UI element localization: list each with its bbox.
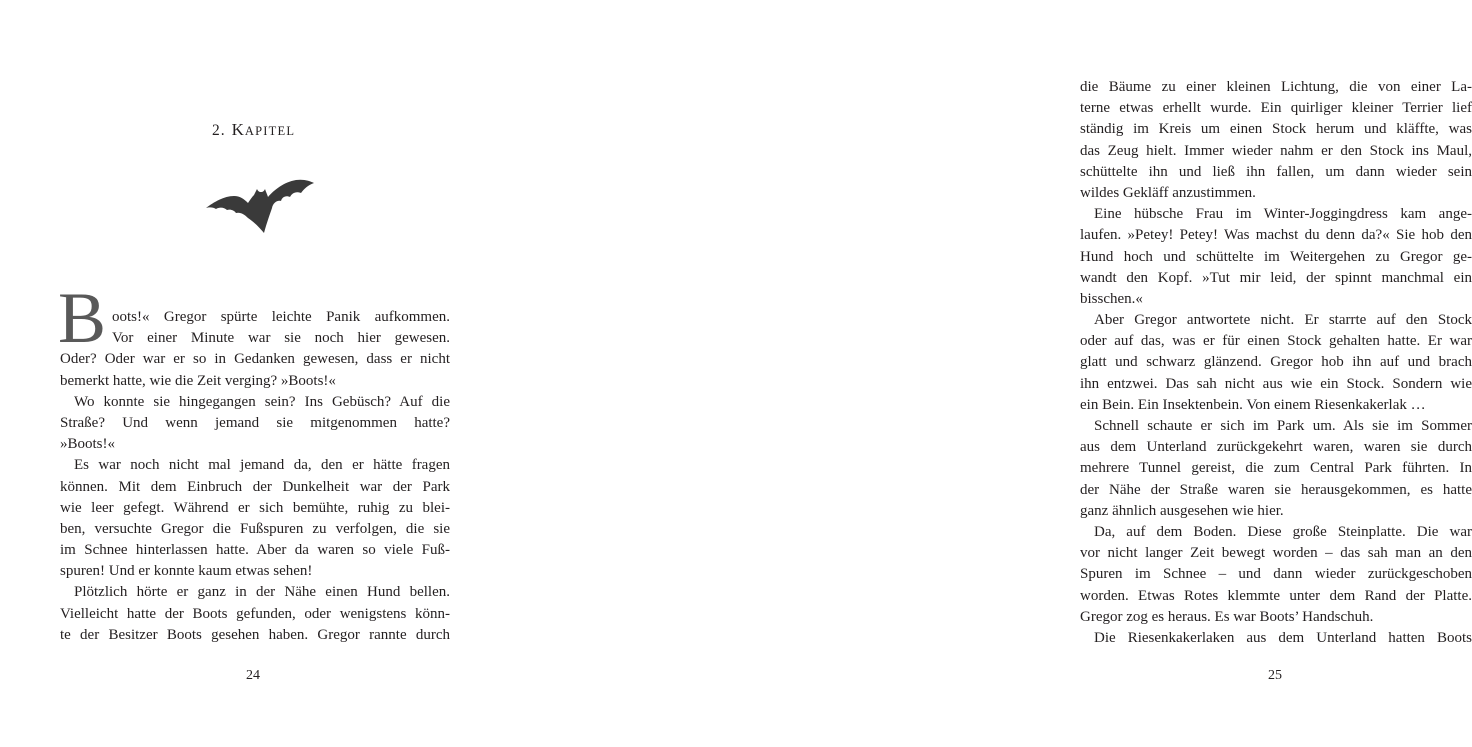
text-line: ein Bein. Ein Insektenbein. Von einem Riesenkakerlak … [1080, 396, 1426, 413]
text-line: ihn entzwei. Das sah nicht aus wie ein Stock. Sondern wie [1080, 375, 1472, 392]
text-line: bisschen.« [1080, 290, 1143, 307]
chapter-title-rest: APITEL [244, 124, 296, 138]
text-line: Eine hübsche Frau im Winter-Joggingdress kam ange- [1094, 206, 1472, 223]
text-line: Hund hoch und schüttelte im Weitergehen zu Gregor ge- [1080, 248, 1472, 265]
left-page [0, 0, 510, 747]
text-line: »Boots!« [60, 436, 116, 453]
text-line: Plötzlich hörte er ganz in der Nähe einen Hund bellen. [74, 584, 450, 601]
bat-icon [204, 176, 316, 238]
text-line: vor nicht langer Zeit bewegt worden – das sah man an den [1080, 545, 1472, 562]
text-line: wie leer gefegt. Während er sich bemühte, ruhig zu blei- [60, 499, 450, 516]
text-line: Da, auf dem Boden. Diese große Steinplatte. Die war [1094, 523, 1472, 540]
drop-cap: B [58, 278, 107, 358]
text-line: Oder? Oder war er so in Gedanken gewesen, dass er nicht [60, 351, 450, 368]
text-line: wandt den Kopf. »Tut mir leid, der spinnt manchmal ein [1080, 269, 1472, 286]
text-line: Es war noch nicht mal jemand da, den er hätte fragen [74, 457, 450, 474]
text-line: worden. Etwas Rotes klemmte unter dem Rand der Platte. [1080, 587, 1472, 604]
text-line: mehrere Tunnel gereist, die zum Central Park führten. In [1080, 460, 1472, 477]
text-line: Wo konnte sie hingegangen sein? Ins Gebüsch? Auf die [74, 393, 450, 410]
text-line: Schnell schaute er sich im Park um. Als sie im Sommer [1094, 418, 1472, 434]
text-line: te der Besitzer Boots gesehen haben. Gregor rannte durch [60, 626, 450, 643]
text-line: im Schnee hinterlassen hatte. Aber da waren so viele Fuß- [60, 542, 450, 559]
text-line: der Nähe der Straße waren sie herausgekommen, es hatte [1080, 481, 1472, 498]
text-line: Vielleicht hatte der Boots gefunden, oder wenigstens könn- [60, 605, 450, 622]
text-line: oots!« Gregor spürte leichte Panik aufkommen. [112, 309, 450, 325]
chapter-number: 2. [212, 122, 226, 139]
text-line: glatt und schwarz glänzend. Gregor hob ihn auf und brach [1080, 354, 1472, 371]
text-line: aus dem Unterland zurückgekehrt waren, waren sie durch [1080, 439, 1472, 456]
right-page-body [1080, 77, 1472, 649]
text-line: oder auf das, was er für einen Stock gehalten hatte. Er war [1080, 333, 1472, 350]
text-line: laufen. »Petey! Petey! Was machst du denn da?« Sie hob den [1080, 227, 1472, 244]
text-line: wildes Gekläff anzustimmen. [1080, 184, 1256, 201]
text-line: können. Mit dem Einbruch der Dunkelheit war der Park [60, 478, 450, 495]
text-line: Die Riesenkakerlaken aus dem Unterland hatten Boots [1094, 629, 1472, 646]
text-line: schüttelte ihn und ließ ihn fallen, um dann wieder sein [1080, 163, 1472, 180]
text-line: spuren! Und er konnte kaum etwas sehen! [60, 563, 313, 580]
text-line: Vor einer Minute war sie noch hier gewesen. [112, 330, 450, 347]
text-line: Straße? Und wenn jemand sie mitgenommen hatte? [60, 414, 450, 431]
text-line: ständig im Kreis um einen Stock herum und kläffte, was [1080, 121, 1472, 138]
chapter-title [212, 120, 302, 140]
left-page-body [60, 307, 450, 646]
text-line: Aber Gregor antwortete nicht. Er starrte auf den Stock [1094, 312, 1472, 329]
text-line: das Zeug hielt. Immer wieder nahm er den Stock ins Maul, [1080, 142, 1472, 159]
page-number-right: 25 [1268, 668, 1282, 683]
text-line: terne etwas erhellt wurde. Ein quirliger kleiner Terrier lief [1080, 100, 1472, 117]
text-line: Spuren im Schnee – und dann wieder zurückgeschoben [1080, 566, 1472, 583]
text-line: Gregor zog es heraus. Es war Boots’ Handschuh. [1080, 608, 1374, 625]
right-page [510, 0, 1472, 747]
text-line: ganz ähnlich ausgesehen wie hier. [1080, 502, 1284, 519]
text-line: bemerkt hatte, wie die Zeit verging? »Boots!« [60, 372, 336, 389]
text-line: ben, versuchte Gregor die Fußspuren zu verfolgen, die sie [60, 520, 450, 537]
page-number-left: 24 [246, 668, 260, 683]
text-line: die Bäume zu einer kleinen Lichtung, die von einer La- [1080, 79, 1472, 95]
chapter-title-initial: K [231, 120, 245, 139]
